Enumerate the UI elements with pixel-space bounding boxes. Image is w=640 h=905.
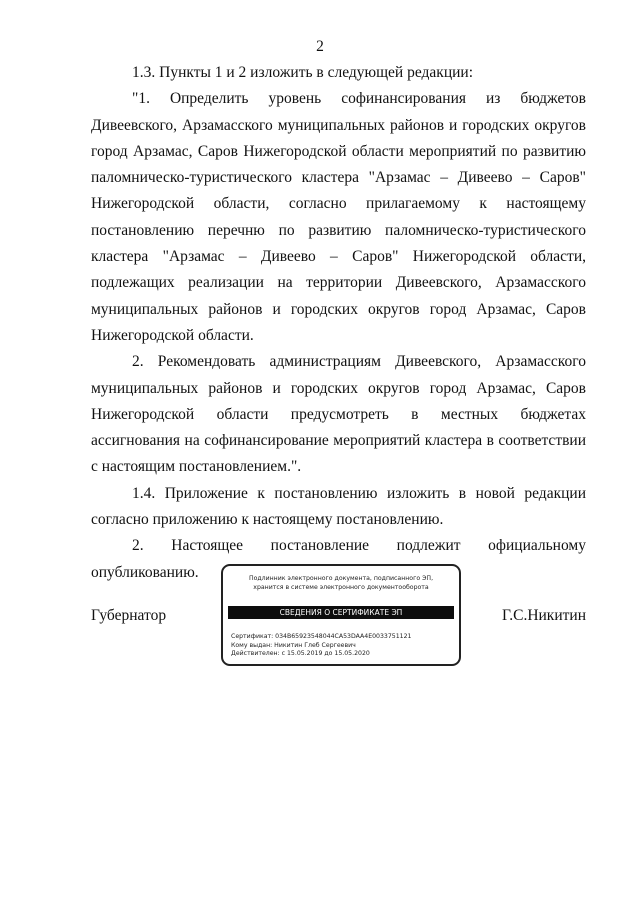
stamp-notice-line-2: хранится в системе электронного документооборота: [253, 584, 429, 591]
paragraph-publication: 2. Настоящее постановление подлежит официальному опубликованию.: [91, 537, 586, 581]
stamp-notice: [229, 574, 453, 592]
signatory-name: Г.С.Никитин: [502, 607, 586, 624]
paragraph-1-4: 1.4. Приложение к постановлению изложить в новой редакции согласно приложению к настоящему постановлению.: [91, 484, 586, 529]
stamp-notice-line-1: Подлинник электронного документа, подписанного ЭП,: [248, 575, 434, 582]
signatory-position: Губернатор: [91, 607, 167, 624]
stamp-certificate-details: [231, 633, 453, 659]
electronic-signature-stamp: [221, 564, 461, 666]
paragraph-point-2: 2. Рекомендовать администрациям Дивеевского, Арзамасского муниципальных районов и городских округов город Арзамас, Саров Нижегородской области предусмотреть в местных бюджетах ассигнования на софинансирование мероприятий кластера в соответствии с настоящим постановлением.".: [91, 353, 586, 476]
stamp-certificate-owner: Кому выдан: Никитин Глеб Сергеевич: [231, 641, 356, 649]
stamp-certificate-header: СВЕДЕНИЯ О СЕРТИФИКАТЕ ЭП: [228, 606, 454, 619]
paragraph-point-1: "1. Определить уровень софинансирования из бюджетов Дивеевского, Арзамасского муниципальных районов и городских округов город Арзамас, Саров Нижегородской области мероприятий по развитию паломническо-туристического кластера "Арзамас – Дивеево – Саров" Нижегородской области, согласно прилагаемому к настоящему постановлению перечню по развитию паломническо-туристического кластера "Арзамас – Дивеево – Саров" Нижегородской области, подлежащих реализации на территории Дивеевского, Арзамасского муниципальных районов и городских округов город Арзамас, Саров Нижегородской области.: [91, 90, 586, 344]
stamp-certificate-number: Сертификат: 034B65923548044CA53DAA4E0033751121: [231, 633, 412, 640]
stamp-certificate-validity: Действителен: с 15.05.2019 до 15.05.2020: [231, 650, 370, 658]
document-body: [91, 60, 586, 586]
page-number: 2: [316, 38, 324, 55]
paragraph-1-3: 1.3. Пункты 1 и 2 изложить в следующей редакции:: [132, 64, 474, 81]
